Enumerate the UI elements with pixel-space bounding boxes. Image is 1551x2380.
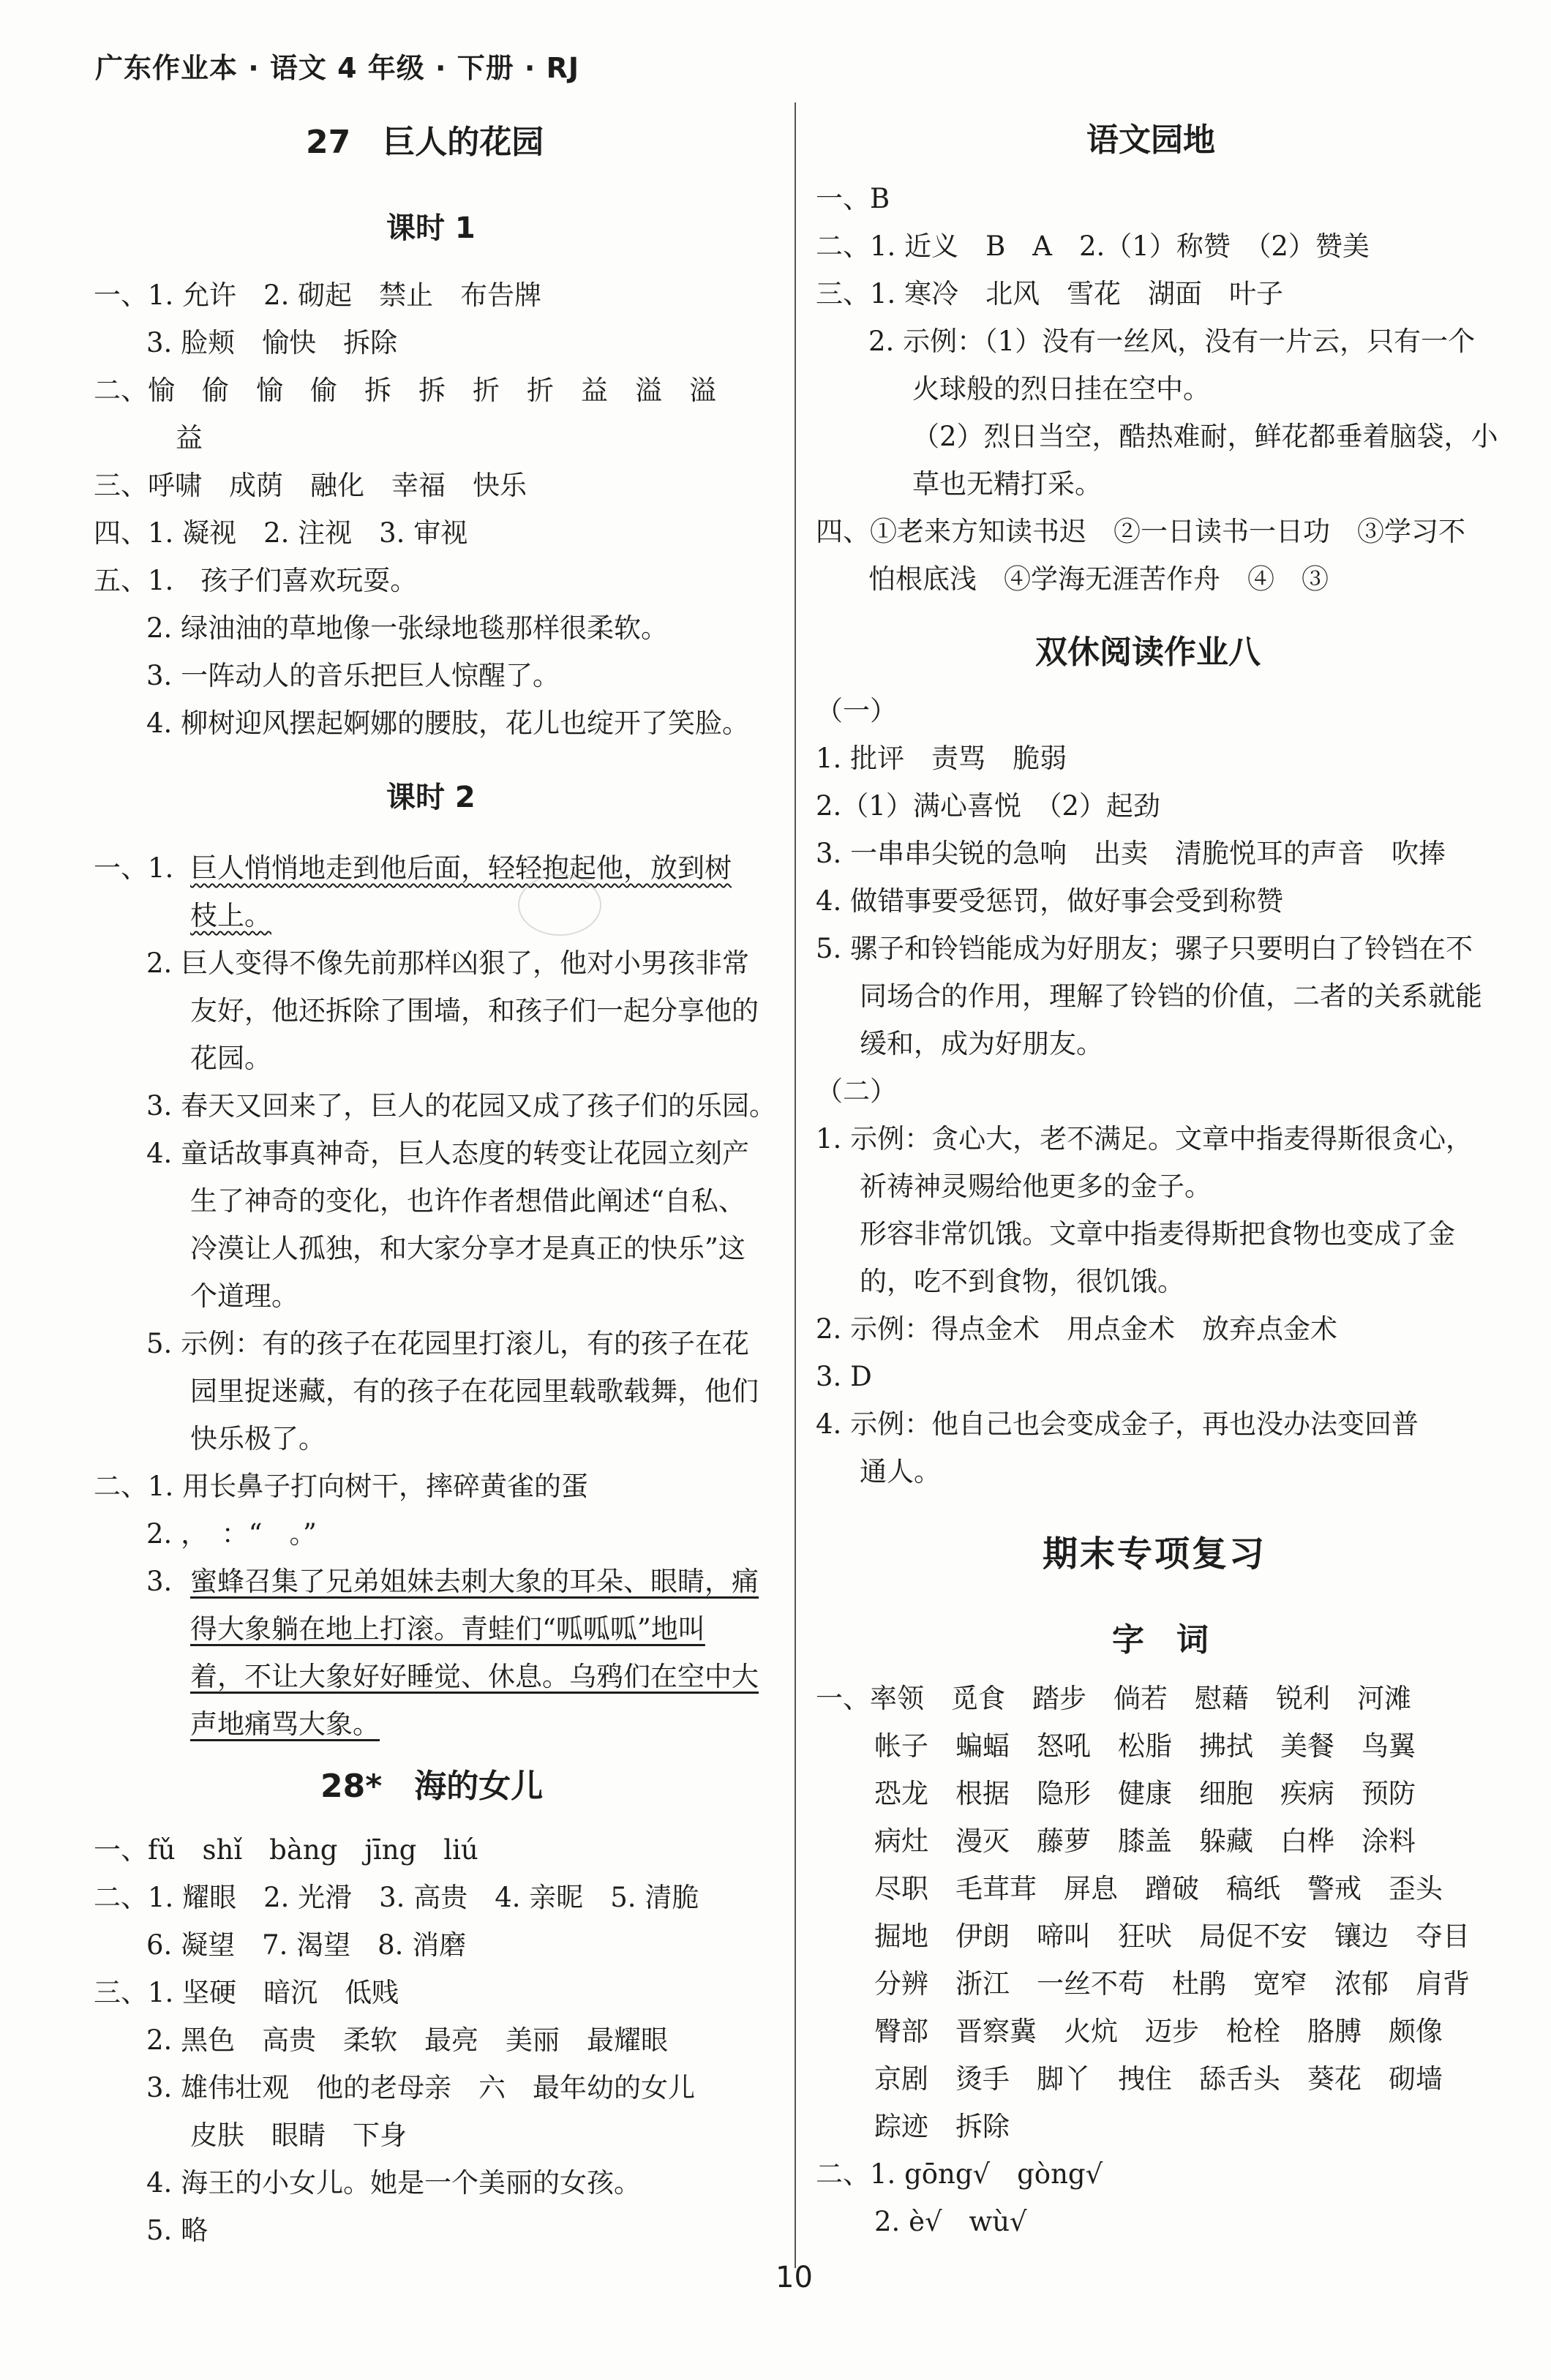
ks2-line: 花园。 — [190, 1043, 271, 1074]
review-title: 期末专项复习 — [1043, 1534, 1267, 1574]
ks2-line: 友好，他还拆除了围墙，和孩子们一起分享他的 — [190, 995, 759, 1026]
yuwen-line: 2. 示例：（1）没有一丝风，没有一片云，只有一个 — [868, 326, 1476, 357]
ks2-line: 生了神奇的变化，也许作者想借此阐述“自私、 — [190, 1185, 746, 1217]
reading-line: 1. 批评 责骂 脆弱 — [816, 743, 1067, 774]
review-line: 帐子 蝙蝠 怒吼 松脂 拂拭 美餐 鸟翼 — [874, 1730, 1416, 1762]
review-line: 二、1. gōng√ gòng√ — [816, 2158, 1103, 2190]
yuwen-line: 四、①老来方知读书迟 ②一日读书一日功 ③学习不 — [816, 516, 1465, 547]
ks2-line: 2. 巨人变得不像先前那样凶狠了，他对小男孩非常 — [146, 947, 750, 979]
reading-line: 形容非常饥饿。文章中指麦得斯把食物也变成了金 — [860, 1218, 1455, 1250]
yuwen-line: 二、1. 近义 B A 2.（1）称赞 （2）赞美 — [816, 230, 1370, 262]
reading-part: （二） — [816, 1075, 897, 1107]
ks2-line: 一、1. — [94, 852, 174, 884]
reading-line: 同场合的作用，理解了铃铛的价值，二者的关系就能 — [860, 980, 1482, 1012]
review-line: 尽职 毛茸茸 屏息 蹭破 稿纸 警戒 歪头 — [874, 1873, 1443, 1904]
stamp-watermark — [518, 874, 601, 936]
ks1-line: 2. 绿油油的草地像一张绿地毯那样很柔软。 — [146, 612, 669, 644]
l28-line: 3. 雄伟壮观 他的老母亲 六 最年幼的女儿 — [146, 2072, 696, 2103]
ks2-line-underlined: 得大象躺在地上打滚。青蛙们“呱呱呱”地叫 — [190, 1613, 705, 1645]
lesson-27-title: 27 巨人的花园 — [306, 124, 544, 161]
reading-line: 1. 示例：贪心大，老不满足。文章中指麦得斯很贪心， — [816, 1123, 1473, 1155]
yuwen-title: 语文园地 — [1086, 121, 1215, 159]
ks2-line: 3. 春天又回来了，巨人的花园又成了孩子们的乐园。 — [146, 1090, 777, 1122]
ks1-line: 二、愉 偷 愉 偷 拆 拆 折 折 益 溢 溢 — [94, 375, 716, 406]
review-line: 掘地 伊朗 啼叫 狂吠 局促不安 镶边 夺目 — [874, 1921, 1470, 1952]
ks2-line: 快乐极了。 — [190, 1423, 326, 1454]
review-line: 臀部 晋察冀 火炕 迈步 枪栓 胳膊 颇像 — [874, 2016, 1443, 2047]
yuwen-line: 草也无精打采。 — [912, 468, 1102, 500]
review-line: 分辨 浙江 一丝不苟 杜鹃 宽窄 浓郁 肩背 — [874, 1968, 1470, 2000]
ks2-line: 冷漠让人孤独，和大家分享才是真正的快乐”这 — [190, 1233, 746, 1264]
ks1-line: 3. 脸颊 愉快 拆除 — [146, 327, 398, 358]
reading-line: 通人。 — [860, 1456, 941, 1487]
yuwen-line: 一、B — [816, 183, 890, 214]
l28-line: 一、fǔ shǐ bàng jīng liú — [94, 1834, 478, 1866]
review-line: 2. è√ wù√ — [874, 2206, 1027, 2237]
ks2-line-underlined: 着，不让大象好好睡觉、休息。乌鸦们在空中大 — [190, 1661, 759, 1692]
yuwen-line: 三、1. 寒冷 北风 雪花 湖面 叶子 — [816, 278, 1284, 309]
l28-line: 5. 略 — [146, 2215, 209, 2246]
reading-title: 双休阅读作业八 — [1035, 634, 1261, 671]
ks1-line: 3. 一阵动人的音乐把巨人惊醒了。 — [146, 660, 560, 691]
reading-line: 2. 示例：得点金术 用点金术 放弃点金术 — [816, 1313, 1338, 1345]
ks1-line: 一、1. 允许 2. 砌起 禁止 布告牌 — [94, 279, 542, 311]
yuwen-line: 火球般的烈日挂在空中。 — [912, 373, 1210, 405]
ks2-line: 个道理。 — [190, 1280, 298, 1312]
review-line: 病灶 漫灭 藤萝 膝盖 躲藏 白桦 涂料 — [874, 1825, 1416, 1857]
yuwen-line: 怕根底浅 ④学海无涯苦作舟 ④ ③ — [868, 563, 1329, 595]
review-line: 恐龙 根据 隐形 健康 细胞 疾病 预防 — [874, 1778, 1416, 1809]
ks2-line-marked: 枝上。 — [190, 900, 271, 931]
yuwen-line: （2）烈日当空，酷热难耐，鲜花都垂着脑袋，小 — [912, 421, 1498, 452]
reading-line: 5. 骡子和铃铛能成为好朋友；骡子只要明白了铃铛在不 — [816, 933, 1473, 964]
ks2-line: 4. 童话故事真神奇，巨人态度的转变让花园立刻产 — [146, 1138, 750, 1169]
reading-line: 4. 做错事要受惩罚，做好事会受到称赞 — [816, 885, 1284, 917]
l28-line: 4. 海王的小女儿。她是一个美丽的女孩。 — [146, 2167, 642, 2199]
review-subtitle: 字 词 — [1112, 1621, 1209, 1659]
lesson-27-ks2-title: 课时 2 — [386, 781, 476, 814]
reading-part: （一） — [816, 695, 897, 727]
reading-line: 3. 一串串尖锐的急响 出卖 清脆悦耳的声音 吹捧 — [816, 838, 1446, 869]
ks2-line: 园里捉迷藏，有的孩子在花园里载歌载舞，他们 — [190, 1375, 759, 1407]
l28-line: 三、1. 坚硬 暗沉 低贱 — [94, 1977, 399, 2008]
review-line: 一、率领 觅食 踏步 倘若 慰藉 锐利 河滩 — [816, 1683, 1411, 1714]
ks2-line-marked: 巨人悄悄地走到他后面，轻轻抱起他，放到树 — [190, 852, 732, 884]
ks1-line: 4. 柳树迎风摆起婀娜的腰肢，花儿也绽开了笑脸。 — [146, 707, 750, 739]
ks2-line: 5. 示例：有的孩子在花园里打滚儿，有的孩子在花 — [146, 1328, 750, 1359]
ks2-line-underlined: 蜜蜂召集了兄弟姐妹去刺大象的耳朵、眼睛，痛 — [190, 1566, 759, 1597]
lesson-28-title: 28* 海的女儿 — [320, 1768, 544, 1805]
l28-line: 2. 黑色 高贵 柔软 最亮 美丽 最耀眼 — [146, 2024, 669, 2056]
header-title: 广东作业本 · 语文 4 年级 · 下册 · RJ — [95, 52, 579, 84]
ks1-line: 益 — [176, 422, 203, 454]
reading-line: 缓和，成为好朋友。 — [860, 1028, 1103, 1059]
ks1-line: 五、1. 孩子们喜欢玩耍。 — [94, 565, 418, 596]
reading-line: 3. D — [816, 1361, 872, 1392]
reading-line: 的，吃不到食物，很饥饿。 — [860, 1266, 1184, 1297]
l28-line: 二、1. 耀眼 2. 光滑 3. 高贵 4. 亲昵 5. 清脆 — [94, 1882, 699, 1913]
reading-line: 祈祷神灵赐给他更多的金子。 — [860, 1171, 1212, 1202]
reading-line: 2.（1）满心喜悦 （2）起劲 — [816, 790, 1160, 822]
lesson-27-ks1-title: 课时 1 — [386, 211, 476, 245]
l28-line: 6. 凝望 7. 渴望 8. 消磨 — [146, 1929, 467, 1961]
page-number: 10 — [776, 2261, 813, 2294]
ks1-line: 四、1. 凝视 2. 注视 3. 审视 — [94, 517, 468, 549]
review-line: 京剧 烫手 脚丫 拽住 舔舌头 葵花 砌墙 — [874, 2063, 1443, 2095]
ks2-line: 二、1. 用长鼻子打向树干，摔碎黄雀的蛋 — [94, 1471, 589, 1502]
review-line: 踪迹 拆除 — [874, 2111, 1010, 2142]
reading-line: 4. 示例：他自己也会变成金子，再也没办法变回普 — [816, 1408, 1419, 1440]
column-divider — [795, 102, 796, 2268]
ks1-line: 三、呼啸 成荫 融化 幸福 快乐 — [94, 470, 527, 501]
ks2-line: 2. ， ：“ 。” — [146, 1518, 317, 1550]
ks2-line-underlined: 声地痛骂大象。 — [190, 1708, 380, 1740]
l28-line: 皮肤 眼睛 下身 — [190, 2120, 407, 2151]
ks2-line: 3. — [146, 1566, 173, 1597]
